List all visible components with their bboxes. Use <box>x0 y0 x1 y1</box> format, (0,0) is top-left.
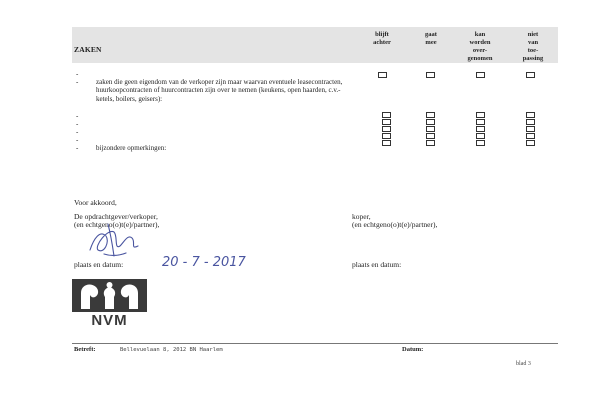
column-header-line: blijft <box>375 31 389 38</box>
column-header-kan-worden-overgenomen <box>460 31 500 63</box>
row-dash: - <box>76 112 79 120</box>
seller-place-date-label: plaats en datum: <box>74 260 124 269</box>
checkbox-kan-worden-overgenomen[interactable] <box>476 140 485 146</box>
checkbox-blijft-achter[interactable] <box>378 72 387 78</box>
checkbox-blijft-achter[interactable] <box>382 119 391 125</box>
footer-datum-label: Datum: <box>402 346 424 353</box>
checkbox-niet-van-toepassing[interactable] <box>526 126 535 132</box>
column-header-niet-van-toepassing <box>513 31 553 63</box>
checkbox-niet-van-toepassing[interactable] <box>526 72 535 78</box>
checkbox-blijft-achter[interactable] <box>382 133 391 139</box>
column-header-line: toe- <box>527 47 539 54</box>
column-header-line: van <box>527 39 539 46</box>
checkbox-kan-worden-overgenomen[interactable] <box>476 119 485 125</box>
checkbox-gaat-mee[interactable] <box>426 119 435 125</box>
row-dash: - <box>76 144 79 152</box>
checkbox-gaat-mee[interactable] <box>426 140 435 146</box>
row-dash: - <box>76 128 79 136</box>
column-header-line: over- <box>472 47 488 54</box>
checkbox-gaat-mee[interactable] <box>426 133 435 139</box>
agreement-heading: Voor akkoord, <box>74 198 117 207</box>
buyer-partner-label: (en echtgeno(o)t(e)/partner), <box>352 220 438 229</box>
checkbox-blijft-achter[interactable] <box>382 112 391 118</box>
footer-divider <box>72 343 558 344</box>
column-header-gaat-mee <box>411 31 451 47</box>
column-header-line: worden <box>469 39 491 46</box>
row-dash: - <box>76 136 79 144</box>
checkbox-niet-van-toepassing[interactable] <box>526 140 535 146</box>
row-dash: - <box>76 70 79 78</box>
checkbox-kan-worden-overgenomen[interactable] <box>476 72 485 78</box>
row-text-lease-items: zaken die geen eigendom van de verkoper zijn maar waarvan eventuele leasecontracten, huurkoopcontracten of huurcontracten zijn over te nemen (keukens, open haarden, c.v.-ketels, boilers, geisers): <box>96 78 343 103</box>
checkbox-gaat-mee[interactable] <box>426 72 435 78</box>
seller-place-date-value: 20 - 7 - 2017 <box>162 255 246 270</box>
row-dash: - <box>76 120 79 128</box>
column-header-line: achter <box>373 39 391 46</box>
column-header-line: kan <box>474 31 486 38</box>
seller-partner-label: (en echtgeno(o)t(e)/partner), <box>74 220 160 229</box>
checkbox-gaat-mee[interactable] <box>426 112 435 118</box>
checkbox-blijft-achter[interactable] <box>382 126 391 132</box>
row-dash: - <box>76 78 79 86</box>
footer-betreft-value: Bellevuelaan 8, 2012 BN Haarlem <box>120 347 223 353</box>
column-header-line: passing <box>522 55 544 62</box>
seller-label: De opdrachtgever/verkoper, <box>74 212 158 221</box>
seller-signature <box>84 220 150 262</box>
column-header-blijft-achter <box>362 31 402 47</box>
column-header-line: niet <box>527 31 539 38</box>
row-text-bijzondere-opmerkingen: bijzondere opmerkingen: <box>96 144 167 152</box>
checkbox-kan-worden-overgenomen[interactable] <box>476 133 485 139</box>
checkbox-niet-van-toepassing[interactable] <box>526 119 535 125</box>
checkbox-kan-worden-overgenomen[interactable] <box>476 126 485 132</box>
table-title: ZAKEN <box>74 45 102 54</box>
nvm-logo-text: NVM <box>91 312 128 329</box>
buyer-label: koper, <box>352 212 371 221</box>
checkbox-gaat-mee[interactable] <box>426 126 435 132</box>
checkbox-niet-van-toepassing[interactable] <box>526 112 535 118</box>
column-header-line: mee <box>425 39 437 46</box>
buyer-place-date-label: plaats en datum: <box>352 260 402 269</box>
column-header-line: gaat <box>425 31 437 38</box>
checkbox-kan-worden-overgenomen[interactable] <box>476 112 485 118</box>
checkbox-niet-van-toepassing[interactable] <box>526 133 535 139</box>
footer-betreft-label: Betreft: <box>74 346 96 353</box>
checkbox-blijft-achter[interactable] <box>382 140 391 146</box>
page-number: blad 3 <box>516 361 531 367</box>
column-header-line: genomen <box>467 55 493 62</box>
